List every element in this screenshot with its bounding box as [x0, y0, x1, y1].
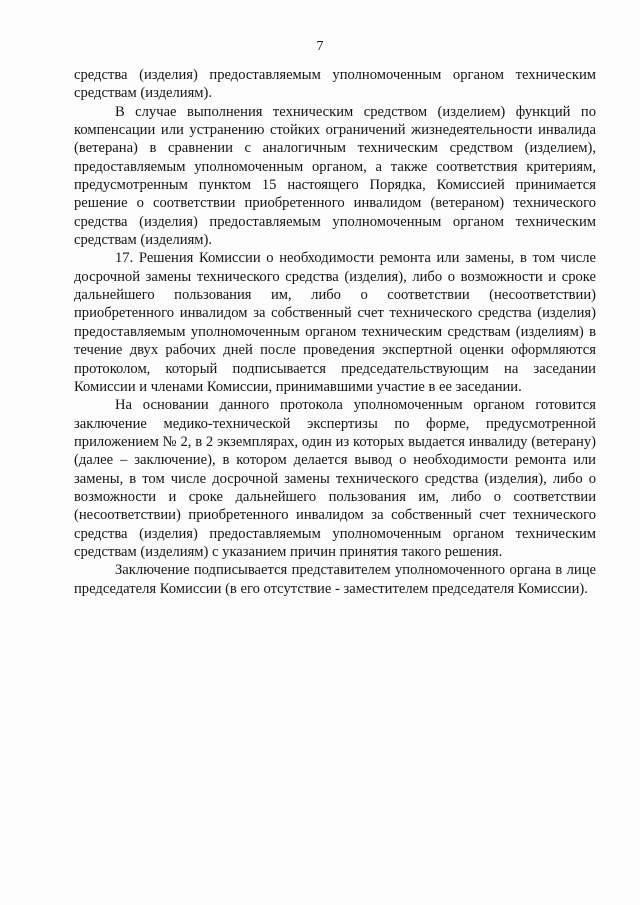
- paragraph-continuation: средства (изделия) предоставляемым уполномоченным органом техническим средствам (изделиям).: [74, 67, 596, 102]
- paragraph-protocol-conclusion: На основании данного протокола уполномоченным органом готовится заключение медико-технической экспертизы по форме, предусмотренной приложением № 2, в 2 экземплярах, один из которых выдается инвалиду (ветерану) (далее – заключение), в котором делается вывод о необходимости ремонта или замены, в том числе досрочной замены технического средства (изделия), либо о возможности и сроке дальнейшего пользования им, либо о соответствии (несоответствии) приобретенного инвалидом за собственный счет технического средства (изделия) предоставляемым уполномоченным органом техническим средствам (изделиям) с указанием причин принятия такого решения.: [74, 397, 596, 560]
- paragraph-compensation-functions: В случае выполнения техническим средством (изделием) функций по компенсации или устранению стойких ограничений жизнедеятельности инвалида (ветерана) в сравнении с аналогичным техническим средством (изделием), предоставляемым уполномоченным органом, а также соответствия критериям, предусмотренным пунктом 15 настоящего Порядка, Комиссией принимается решение о соответствии приобретенного инвалидом (ветераном) технического средства (изделия) предоставляемым уполномоченным органом техническим средствам (изделиям).: [74, 103, 596, 249]
- paragraph-item-17: 17. Решения Комиссии о необходимости ремонта или замены, в том числе досрочной замены технического средства (изделия), либо о возможности и сроке дальнейшего пользования им, либо о соответствии (несоответствии) приобретенного инвалидом за собственный счет технического средства (изделия) предоставляемым уполномоченным органом техническим средствам (изделиям) в течение двух рабочих дней после проведения экспертной оценки оформляются протоколом, который подписывается председательствующим на заседании Комиссии и членами Комиссии, принимавшими участие в ее заседании.: [74, 250, 596, 395]
- page-number: 7: [316, 39, 324, 54]
- paragraph-conclusion-signature: Заключение подписывается представителем уполномоченного органа в лице председателя Комиссии (в его отсутствие - заместителем председателя Комиссии).: [74, 562, 596, 597]
- document-body: [74, 66, 596, 598]
